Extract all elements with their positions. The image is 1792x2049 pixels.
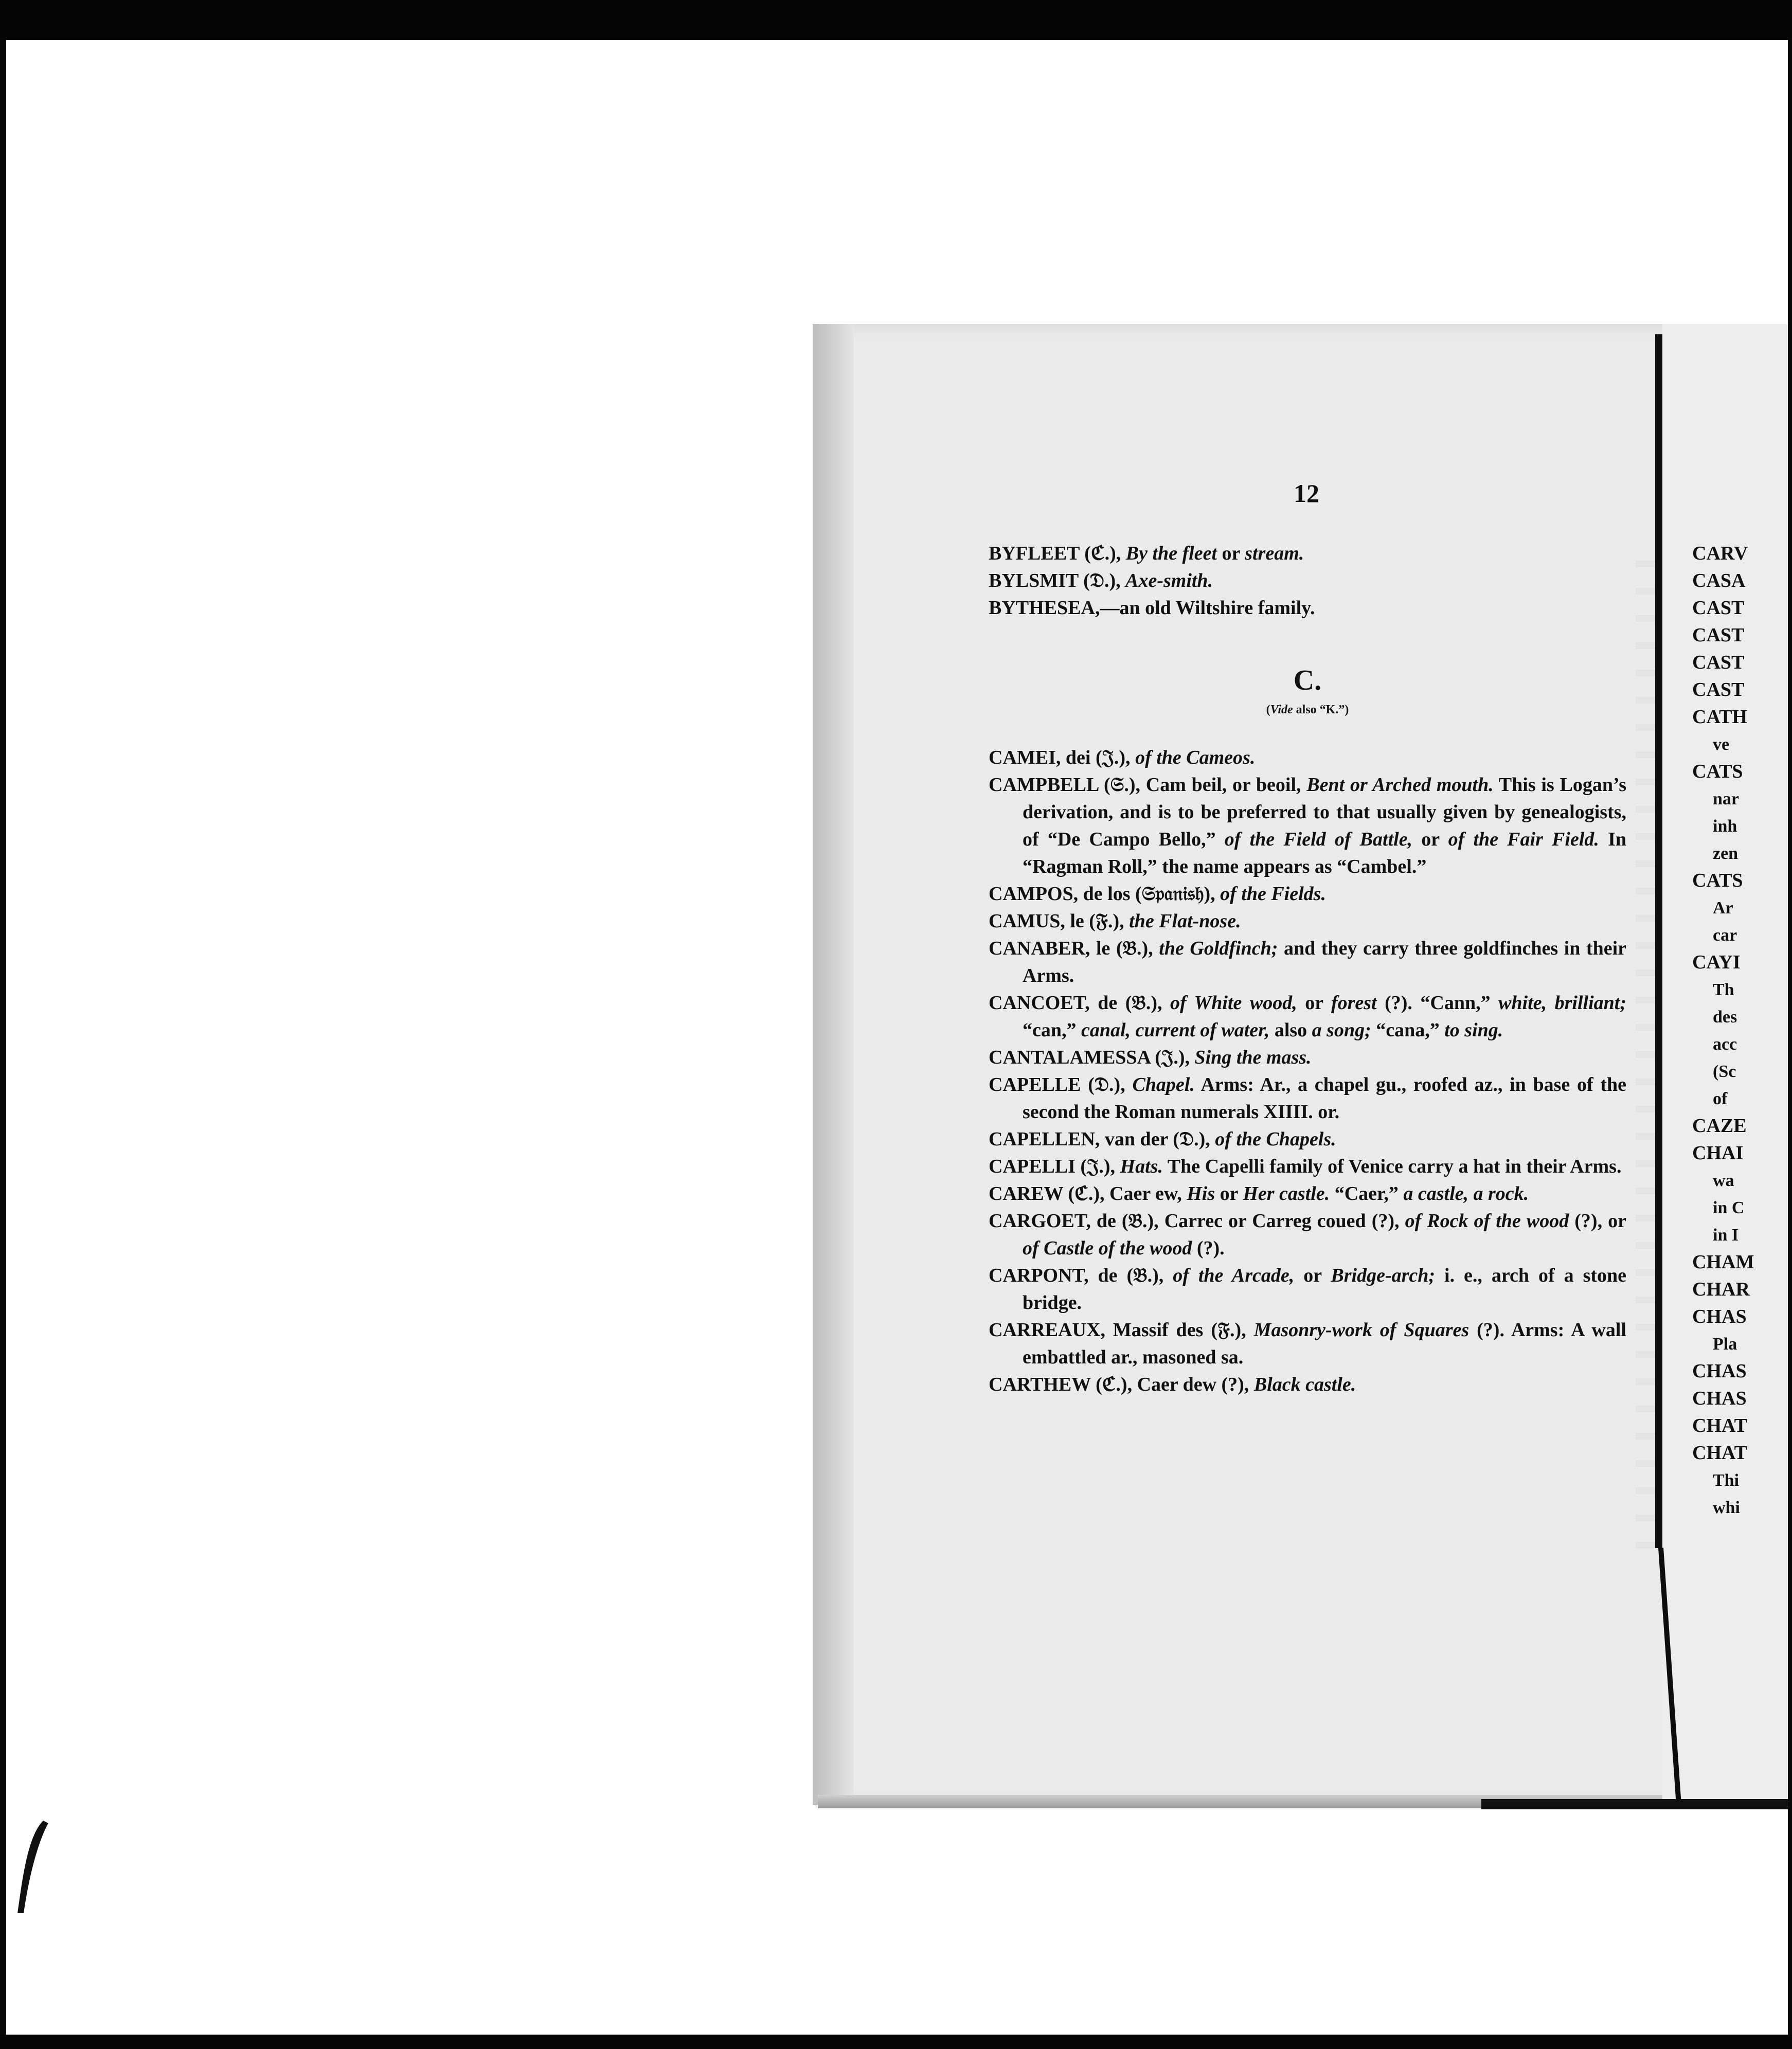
- right-entry-continuation: in I: [1713, 1226, 1739, 1245]
- entry-italic-text: Her castle.: [1243, 1183, 1330, 1205]
- entry-italic-text: Bent or Arched mouth.: [1306, 774, 1494, 796]
- entry-italic-text: Black castle.: [1253, 1374, 1356, 1395]
- entry-text: or: [1217, 543, 1245, 564]
- scan-left-border: [0, 40, 6, 2035]
- entry-text: “Caer,”: [1330, 1183, 1404, 1205]
- dictionary-entry: [989, 744, 1626, 771]
- section-note: (Vide also “K.”): [1266, 703, 1349, 716]
- entry-text: (?). “Cann,”: [1376, 992, 1499, 1014]
- right-entry-headword: CATS: [1692, 761, 1743, 782]
- entry-headword: CANCOET,: [989, 992, 1090, 1014]
- entry-italic-text: By the fleet: [1125, 543, 1217, 564]
- right-entry-continuation: inh: [1713, 817, 1737, 836]
- entry-text: or: [1297, 992, 1331, 1014]
- left-page-binding-shadow: [813, 324, 854, 1805]
- scan-top-border: [0, 0, 1792, 40]
- entry-text: or: [1412, 829, 1448, 850]
- entry-italic-text: of Rock of the wood: [1405, 1210, 1569, 1232]
- dictionary-entry: [989, 1180, 1626, 1208]
- entry-headword: CANABER,: [989, 938, 1090, 959]
- entry-italic-text: stream.: [1245, 543, 1304, 564]
- entry-text: i. e., arch of a stone bridge.: [1023, 1265, 1627, 1314]
- entry-text: (?).: [1192, 1237, 1225, 1259]
- entry-italic-text: a song;: [1312, 1019, 1371, 1041]
- entry-text: (?). Arms: A wall embattled ar., masoned sa.: [1023, 1319, 1626, 1368]
- entry-italic-text: of the Fair Field.: [1448, 829, 1599, 850]
- right-entry-continuation: in C: [1713, 1198, 1745, 1217]
- right-entry-continuation: acc: [1713, 1035, 1737, 1054]
- entry-text: de (𝔅.),: [1089, 992, 1170, 1014]
- entry-italic-text: Sing the mass.: [1194, 1047, 1312, 1068]
- right-entry-headword: CHAS: [1692, 1388, 1747, 1409]
- book-gutter: [1655, 334, 1662, 1548]
- dictionary-entry: [989, 990, 1626, 1044]
- right-entry-continuation: (Sc: [1713, 1062, 1736, 1081]
- entry-text: (?), or: [1569, 1210, 1626, 1232]
- entry-headword: CAREW: [989, 1183, 1063, 1205]
- entry-text: “can,”: [1023, 1019, 1081, 1041]
- entries-top: [989, 540, 1626, 622]
- dictionary-entry: [989, 1371, 1626, 1398]
- dictionary-entry: [989, 1208, 1626, 1262]
- dictionary-entry: [989, 595, 1626, 622]
- entry-italic-text: Hats.: [1120, 1156, 1163, 1177]
- entry-italic-text: white, brilliant;: [1498, 992, 1626, 1014]
- entry-text: van der (𝔇.),: [1100, 1128, 1215, 1150]
- entry-italic-text: Axe-smith.: [1125, 570, 1213, 591]
- dictionary-entry: [989, 880, 1626, 908]
- right-entry-headword: CHAT: [1692, 1415, 1747, 1436]
- entry-text: (ℭ.),: [1079, 543, 1126, 564]
- entry-headword: CAMPOS,: [989, 883, 1079, 905]
- entry-text: —an old Wiltshire family.: [1100, 597, 1315, 619]
- right-entry-headword: CAST: [1692, 679, 1745, 700]
- right-entry-headword: CAZE: [1692, 1115, 1747, 1137]
- entry-italic-text: Masonry-work of Squares: [1253, 1319, 1470, 1341]
- entry-italic-text: forest: [1331, 992, 1377, 1014]
- entry-text: de los (𝔖𝔭𝔞𝔫𝔦𝔰𝔥),: [1078, 883, 1221, 905]
- left-page-text: [989, 540, 1626, 1398]
- entry-headword: CARTHEW: [989, 1374, 1091, 1395]
- entry-italic-text: Bridge-arch;: [1331, 1265, 1436, 1286]
- dictionary-entry: [989, 1153, 1626, 1180]
- entry-italic-text: the Flat-nose.: [1129, 910, 1241, 932]
- entry-text: (𝔇.),: [1078, 570, 1126, 591]
- right-entry-continuation: Th: [1713, 980, 1734, 999]
- entry-text: Massif des (𝔉.),: [1105, 1319, 1254, 1341]
- entry-headword: CAPELLEN,: [989, 1128, 1100, 1150]
- entry-italic-text: of the Cameos.: [1135, 747, 1256, 768]
- right-entry-continuation: zen: [1713, 844, 1739, 863]
- right-entry-headword: CATS: [1692, 870, 1743, 891]
- entry-italic-text: His: [1187, 1183, 1215, 1205]
- page-number: 12: [1294, 479, 1319, 508]
- entry-italic-text: canal, current of water,: [1081, 1019, 1270, 1041]
- entry-italic-text: of the Chapels.: [1215, 1128, 1336, 1150]
- page-bottom-shadow: [1481, 1799, 1788, 1809]
- entry-italic-text: Chapel.: [1132, 1074, 1195, 1095]
- entry-text: de (𝔅.), Carrec or Carreg coued (?),: [1090, 1210, 1405, 1232]
- right-entry-headword: CAST: [1692, 624, 1745, 646]
- entry-text: (ℭ.), Caer dew (?),: [1090, 1374, 1254, 1395]
- dictionary-entry: [989, 1071, 1626, 1126]
- dictionary-entry: [989, 1317, 1626, 1371]
- right-entry-continuation: Ar: [1713, 898, 1733, 918]
- entry-text: or: [1215, 1183, 1243, 1205]
- entry-text: also: [1269, 1019, 1312, 1041]
- bleed-through: [1636, 540, 1656, 1569]
- right-entry-continuation: car: [1713, 926, 1737, 945]
- right-entry-headword: CHAR: [1692, 1279, 1750, 1300]
- entry-headword: CANTALAMESSA: [989, 1047, 1150, 1068]
- entries-main: [989, 744, 1626, 1398]
- right-entry-continuation: Pla: [1713, 1335, 1737, 1354]
- right-entry-headword: CATH: [1692, 706, 1747, 728]
- entry-text: (𝔖.), Cam beil, or beoil,: [1098, 774, 1307, 796]
- entry-headword: CAMUS,: [989, 910, 1065, 932]
- right-entry-headword: CHAI: [1692, 1142, 1744, 1164]
- right-entry-continuation: whi: [1713, 1498, 1740, 1517]
- entry-text: Arms: Ar., a chapel gu., roofed az., in base of the second the Roman numerals XIIII. or.: [1023, 1074, 1626, 1123]
- right-entry-continuation: ve: [1713, 735, 1730, 754]
- entry-headword: CAMEI,: [989, 747, 1061, 768]
- dictionary-entry: [989, 540, 1626, 567]
- entry-headword: CAPELLI: [989, 1156, 1076, 1177]
- right-entry-headword: CAST: [1692, 652, 1745, 673]
- entry-italic-text: of Castle of the wood: [1023, 1237, 1192, 1259]
- entry-headword: CARGOET,: [989, 1210, 1091, 1232]
- entry-text: This is Logan’s derivation, and is to be preferred to that usually given by genealogists, of “De Campo Bello,”: [1023, 774, 1626, 850]
- entry-headword: BYLSMIT: [989, 570, 1079, 591]
- entry-headword: CARPONT,: [989, 1265, 1089, 1286]
- right-entry-continuation: of: [1713, 1089, 1728, 1108]
- dictionary-entry: [989, 1262, 1626, 1317]
- right-page-text: [1692, 540, 1790, 1521]
- dictionary-entry: [989, 771, 1626, 880]
- entry-text: or: [1294, 1265, 1331, 1286]
- entry-text: (𝔍.),: [1075, 1156, 1120, 1177]
- dictionary-entry: [989, 567, 1626, 595]
- dictionary-entry: [989, 908, 1626, 935]
- right-entry-headword: CAYI: [1692, 951, 1741, 973]
- section-heading: C.: [1293, 664, 1322, 696]
- right-entry-continuation: des: [1713, 1008, 1737, 1027]
- entry-italic-text: of the Fields.: [1220, 883, 1326, 905]
- entry-italic-text: the Goldfinch;: [1159, 938, 1278, 959]
- entry-text: (ℭ.), Caer ew,: [1063, 1183, 1187, 1205]
- entry-italic-text: of the Arcade,: [1173, 1265, 1295, 1286]
- entry-headword: BYTHESEA,: [989, 597, 1100, 619]
- right-entry-continuation: nar: [1713, 789, 1739, 808]
- entry-headword: BYFLEET: [989, 543, 1080, 564]
- dictionary-entry: [989, 935, 1626, 990]
- right-entry-headword: CAST: [1692, 597, 1745, 619]
- entry-italic-text: of White wood,: [1170, 992, 1297, 1014]
- entry-text: de (𝔅.),: [1088, 1265, 1173, 1286]
- entry-italic-text: of the Field of Battle,: [1224, 829, 1413, 850]
- entry-text: dei (𝔍.),: [1061, 747, 1136, 768]
- entry-italic-text: to sing.: [1444, 1019, 1503, 1041]
- entry-text: and they carry three goldfinches in their Arms.: [1023, 938, 1626, 986]
- film-edge-mark: [12, 1816, 59, 1918]
- entry-text: (𝔍.),: [1150, 1047, 1195, 1068]
- entry-text: le (𝔉.),: [1065, 910, 1130, 932]
- entry-text: le (𝔅.),: [1090, 938, 1159, 959]
- entry-text: (𝔇.),: [1081, 1074, 1133, 1095]
- right-entry-headword: CHAS: [1692, 1306, 1747, 1327]
- right-entry-continuation: wa: [1713, 1171, 1734, 1190]
- right-entry-headword: CHAT: [1692, 1442, 1747, 1464]
- entry-headword: CAPELLE: [989, 1074, 1081, 1095]
- dictionary-entry: [989, 1126, 1626, 1153]
- right-entry-continuation: Thi: [1713, 1471, 1740, 1490]
- entry-text: “cana,”: [1371, 1019, 1445, 1041]
- dictionary-entry: [989, 1044, 1626, 1071]
- entry-text: In “Ragman Roll,” the name appears as “Cambel.”: [1023, 829, 1626, 877]
- entry-italic-text: a castle, a rock.: [1403, 1183, 1529, 1205]
- section-note-vide: Vide: [1270, 703, 1293, 716]
- right-entry-headword: CARV: [1692, 543, 1748, 564]
- entry-headword: CAMPBELL: [989, 774, 1099, 796]
- entry-headword: CARREAUX,: [989, 1319, 1105, 1341]
- right-entry-headword: CHAM: [1692, 1251, 1754, 1273]
- scan-bottom-border: [0, 2035, 1792, 2049]
- entry-text: The Capelli family of Venice carry a hat in their Arms.: [1162, 1156, 1622, 1177]
- right-entry-headword: CHAS: [1692, 1360, 1747, 1382]
- section-note-rest: also “K.”: [1293, 703, 1345, 716]
- right-entry-headword: CASA: [1692, 570, 1746, 591]
